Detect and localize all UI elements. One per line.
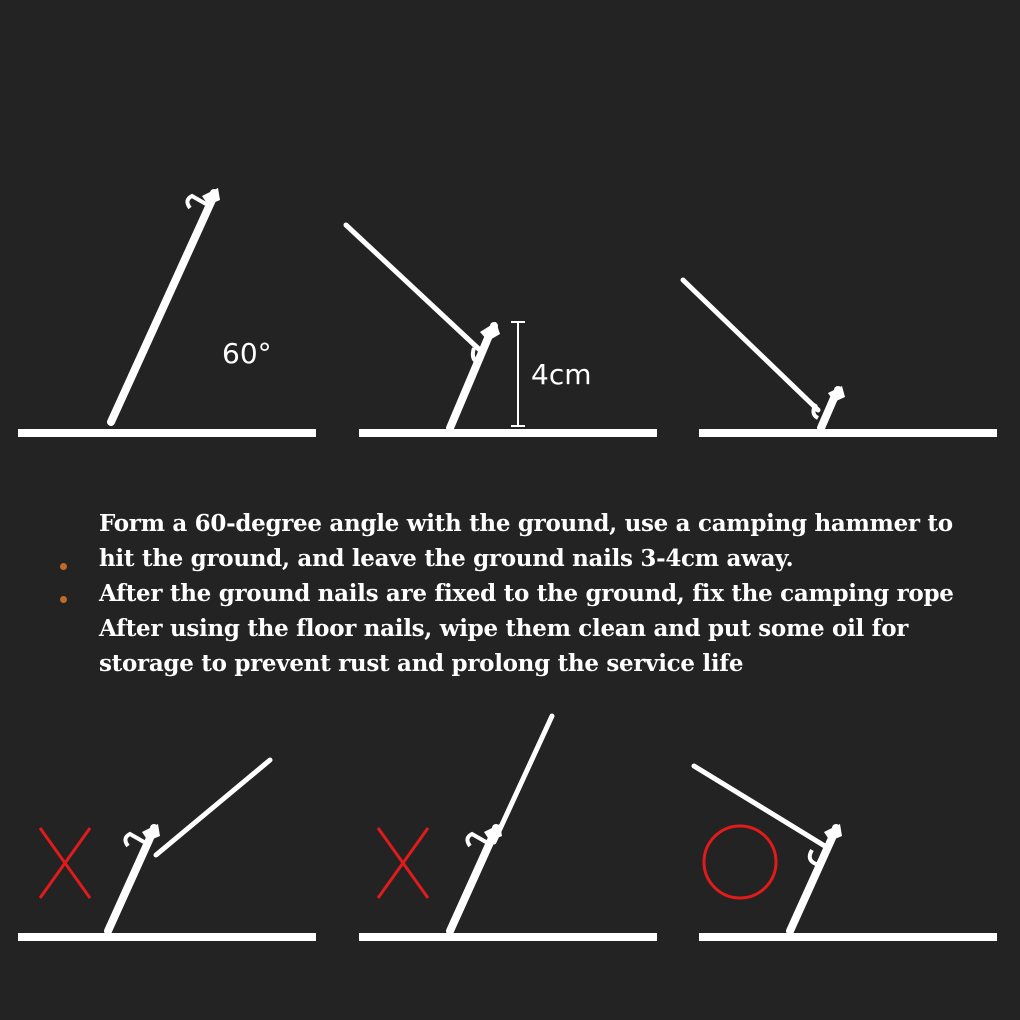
panel-correct — [694, 766, 997, 941]
wrong-mark — [40, 828, 90, 898]
instructions-block — [99, 506, 979, 681]
tent-stake — [111, 188, 220, 422]
ground-line — [699, 933, 997, 941]
panel-fixed-rope — [683, 280, 997, 437]
instruction-step-2: After the ground nails are fixed to the ground, fix the camping rope — [99, 580, 954, 607]
tent-stake — [450, 824, 502, 931]
ground-line — [18, 429, 316, 437]
tent-rope — [494, 716, 552, 842]
instruction-step-3: After using the floor nails, wipe them clean and put some oil for storage to prevent rust and prolong the service life — [99, 615, 909, 677]
panel-wrong-2 — [359, 716, 657, 941]
panel-angle — [18, 188, 316, 437]
tent-rope — [683, 280, 818, 410]
wrong-mark — [378, 828, 428, 898]
angle-label: 60° — [222, 337, 272, 370]
ground-line — [699, 429, 997, 437]
ground-line — [359, 429, 657, 437]
height-dimension — [511, 322, 525, 426]
bullet-dot — [60, 596, 67, 603]
bullet-dot — [60, 563, 67, 570]
panel-height — [346, 225, 657, 437]
ground-line — [359, 933, 657, 941]
ground-line — [18, 933, 316, 941]
tent-rope — [346, 225, 482, 352]
height-label: 4cm — [531, 358, 592, 391]
correct-mark — [704, 826, 776, 898]
panel-wrong-1 — [18, 760, 316, 941]
instruction-step-1: Form a 60-degree angle with the ground, use a camping hammer to hit the ground, and leave the ground nails 3-4cm away. — [99, 510, 953, 572]
tent-rope — [156, 760, 270, 855]
tent-stake — [450, 322, 500, 428]
tent-stake — [108, 824, 160, 931]
